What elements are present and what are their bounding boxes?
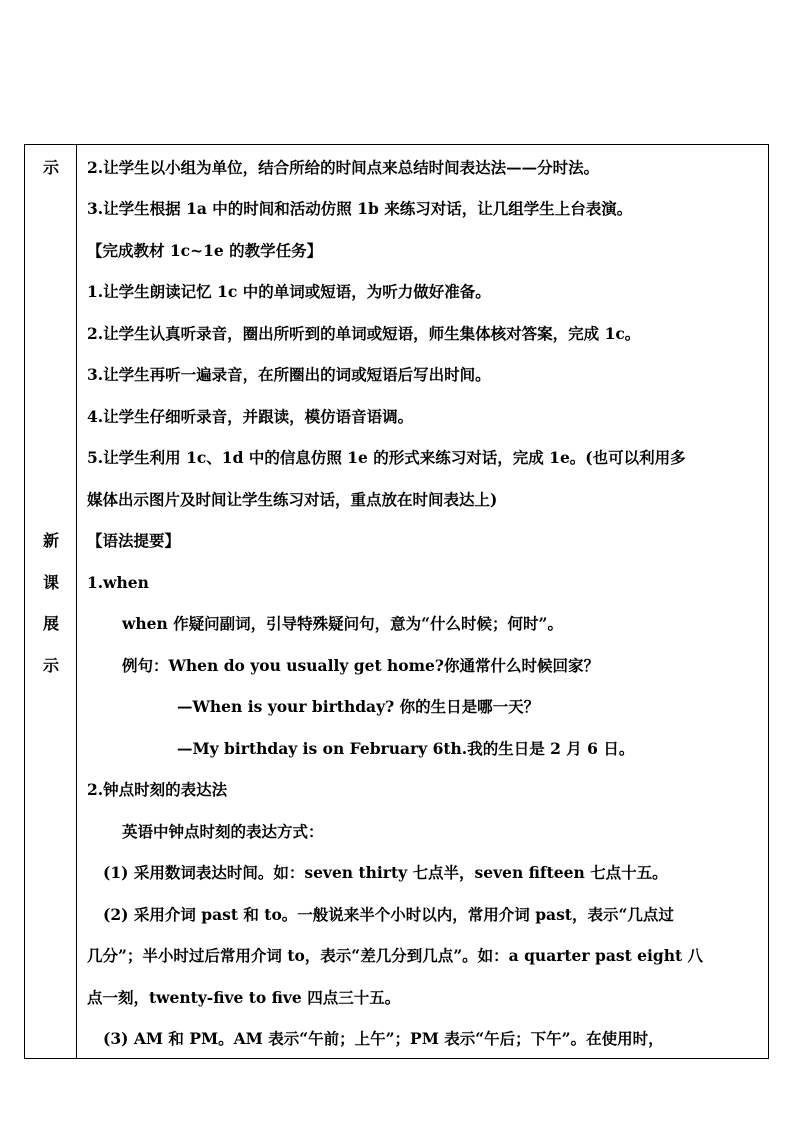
left-column-char: 展 (42, 614, 59, 633)
text-line: 1.when (87, 573, 149, 592)
example-line: —My birthday is on February 6th.我的生日是 2 月 6 日。 (177, 739, 635, 758)
text-line: (2) 采用介词 past 和 to。一般说来半个小时以内，常用介词 past，表示“几点过 (103, 905, 674, 924)
example-line: 例句：When do you usually get home?你通常什么时候回家？ (122, 656, 599, 675)
left-column-char: 示 (42, 656, 59, 675)
lesson-table (24, 144, 769, 1059)
content-column (77, 145, 768, 1058)
text-line: 4.让学生仔细听录音，并跟读，模仿语音语调。 (87, 407, 414, 426)
text-line: when 作疑问副词，引导特殊疑问句，意为“什么时候；何时”。 (122, 614, 563, 633)
text-line: 5.让学生利用 1c、1d 中的信息仿照 1e 的形式来练习对话，完成 1e。(也可以利用多 (87, 448, 686, 467)
left-column-char: 示 (42, 158, 59, 177)
text-line: 2.钟点时刻的表达法 (87, 780, 228, 799)
example-line: —When is your birthday? 你的生日是哪一天？ (177, 697, 540, 716)
text-line: 2.让学生以小组为单位，结合所给的时间点来总结时间表达法——分时法。 (87, 158, 600, 177)
text-line: 1.让学生朗读记忆 1c 中的单词或短语，为听力做好准备。 (87, 282, 491, 301)
text-line: (3) AM 和 PM。AM 表示“午前；上午”；PM 表示“午后；下午”。在使用时， (103, 1029, 664, 1048)
text-line: 媒体出示图片及时间让学生练习对话，重点放在时间表达上) (87, 490, 498, 509)
section-heading: 【语法提要】 (87, 531, 181, 550)
text-line: 3.让学生根据 1a 中的时间和活动仿照 1b 来练习对话，让几组学生上台表演。 (87, 199, 633, 218)
section-heading: 【完成教材 1c~1e 的教学任务】 (87, 241, 323, 260)
left-column-char: 课 (42, 573, 59, 592)
left-column-char: 新 (42, 531, 59, 550)
text-line: 几分”；半小时过后常用介词 to，表示“差几分到几点”。如：a quarter past eight 八 (87, 946, 704, 965)
text-line: 英语中钟点时刻的表达方式： (122, 822, 324, 841)
text-line: 3.让学生再听一遍录音，在所圈出的词或短语后写出时间。 (87, 365, 491, 384)
text-line: (1) 采用数词表达时间。如：seven thirty 七点半，seven fifteen 七点十五。 (103, 863, 668, 882)
text-line: 2.让学生认真听录音，圈出所听到的单词或短语，师生集体核对答案，完成 1c。 (87, 324, 641, 343)
left-column (25, 145, 77, 1058)
text-line: 点一刻，twenty-five to five 四点三十五。 (87, 988, 401, 1007)
